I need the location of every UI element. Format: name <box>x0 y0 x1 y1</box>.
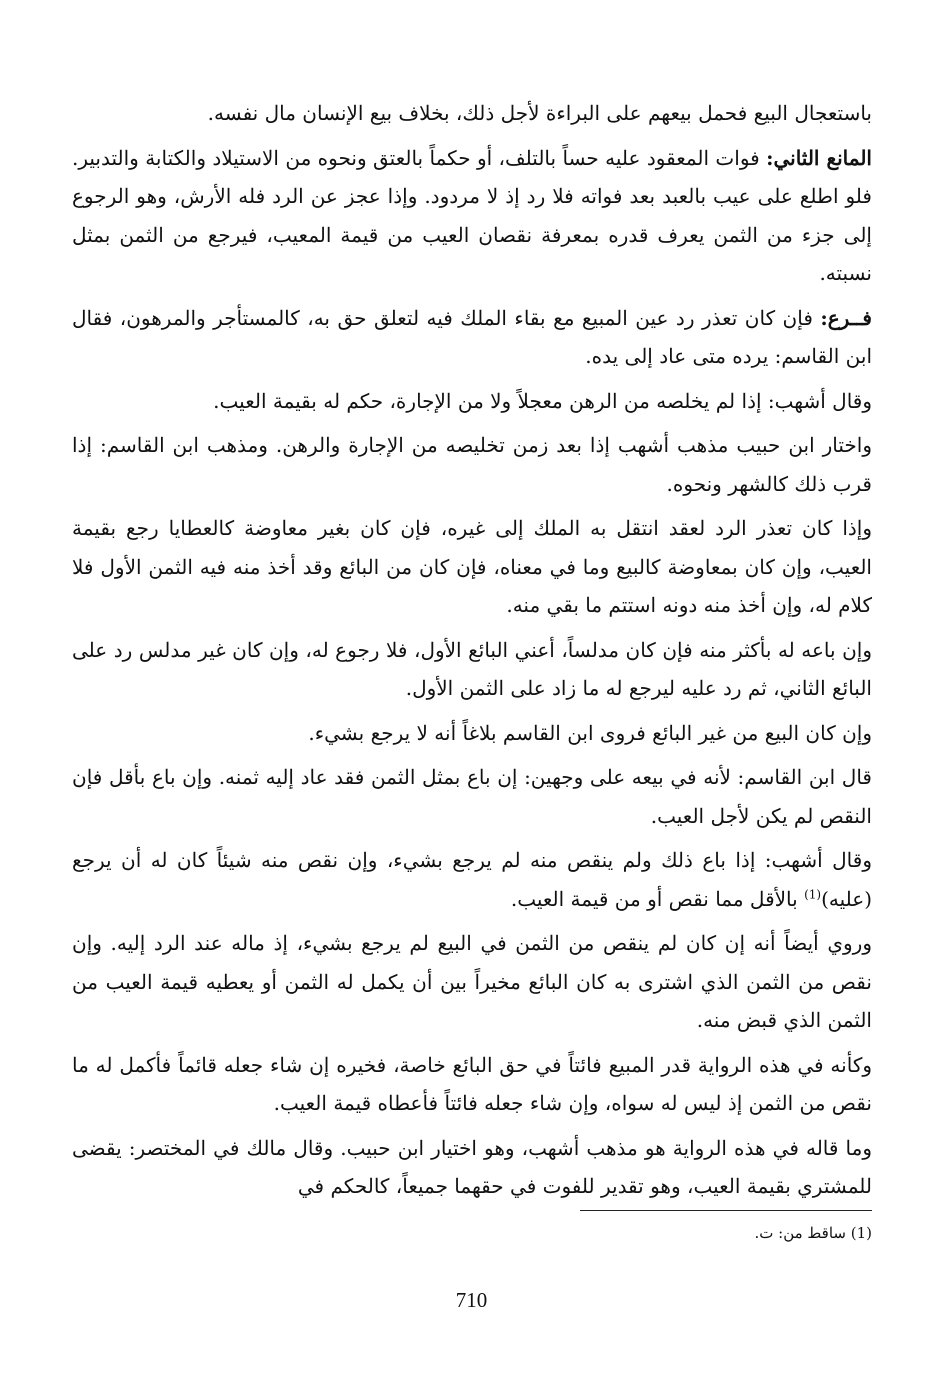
paragraph-text: باستعجال البيع فحمل بيعهم على البراءة لأجل ذلك، بخلاف بيع الإنسان مال نفسه. <box>207 101 872 125</box>
paragraph-text: وقال أشهب: إذا باع ذلك ولم ينقص منه لم يرجع بشيء، وإن نقص منه شيئاً كان له أن يرجع (عليه) <box>72 848 872 911</box>
paragraph-text: وإذا كان تعذر الرد لعقد انتقل به الملك إلى غيره، فإن كان بغير معاوضة كالعطايا رجع بقيمة العيب، وإن كان بمعاوضة كالبيع وما في معناه، فإن كان من البائع وقد أخذ منه فيه الثمن الأول فلا كلام له، وإن أخذ منه دونه استتم ما بقي منه. <box>72 516 872 617</box>
paragraph-6 <box>72 509 872 625</box>
footnote-marker: (1) <box>804 886 822 901</box>
paragraph-text: قال ابن القاسم: لأنه في بيعه على وجهين: إن باع بمثل الثمن فقد عاد إليه ثمنه. وإن باع بأقل فإن النقص لم يكن لأجل العيب. <box>72 765 872 828</box>
footnote-divider <box>580 1210 872 1211</box>
paragraph-2 <box>72 139 872 293</box>
paragraph-text: وروي أيضاً أنه إن كان لم ينقص من الثمن في البيع لم يرجع بشيء، إذ ماله عند الرد إليه. وإن نقص من الثمن الذي اشترى به كان البائع مخيراً بين أن يكمل له الثمن أو يعطيه قيمة العيب من الثمن الذي قبض منه. <box>72 931 872 1032</box>
paragraph-10 <box>72 841 872 918</box>
paragraph-text-tail: بالأقل مما نقص أو من قيمة العيب. <box>510 886 805 911</box>
paragraph-text: وكأنه في هذه الرواية قدر المبيع فائتاً في حق البائع خاصة، فخيره إن شاء جعله قائماً فأكمل له ما نقص من الثمن إذ ليس له سواه، وإن شاء جعله فائتاً فأعطاه قيمة العيب. <box>72 1052 872 1115</box>
paragraph-11 <box>72 924 872 1040</box>
paragraph-7 <box>72 631 872 708</box>
paragraph-5 <box>72 426 872 503</box>
paragraph-text: فوات المعقود عليه حساً بالتلف، أو حكماً بالعتق ونحوه من الاستيلاد والكتابة والتدبير. فلو اطلع على عيب بالعبد بعد فواته فلا رد إذ لا مردود. وإذا عجز عن الرد فله الأرش، وهو الرجوع إلى جزء من الثمن يعرف قدره بمعرفة نقصان العيب من قيمة المعيب، فيرجع من الثمن بمثل نسبته. <box>72 145 872 285</box>
footnote: (1) ساقط من: ت. <box>754 1224 872 1242</box>
paragraph-text: وقال أشهب: إذا لم يخلصه من الرهن معجلاً ولا من الإجارة، حكم له بقيمة العيب. <box>213 388 872 413</box>
paragraph-13 <box>72 1129 872 1206</box>
paragraph-text: وإن باعه له بأكثر منه فإن كان مدلساً، أعني البائع الأول، فلا رجوع له، وإن كان غير مدلس رد على البائع الثاني، ثم رد عليه ليرجع له ما زاد على الثمن الأول. <box>72 637 872 700</box>
page-number: 710 <box>455 1288 488 1312</box>
paragraph-9 <box>72 758 872 835</box>
paragraph-3 <box>72 299 872 376</box>
paragraph-text: فإن كان تعذر رد عين المبيع مع بقاء الملك فيه لتعلق حق به، كالمستأجر والمرهون، فقال ابن القاسم: يرده متى عاد إلى يده. <box>72 305 872 368</box>
paragraph-8 <box>72 714 872 753</box>
paragraph-4 <box>72 382 872 421</box>
paragraph-text: واختار ابن حبيب مذهب أشهب إذا بعد زمن تخليصه من الإجارة والرهن. ومذهب ابن القاسم: إذا قرب ذلك كالشهر ونحوه. <box>72 433 872 496</box>
paragraph-12 <box>72 1046 872 1123</box>
paragraph-heading: فــرع: <box>820 305 872 330</box>
body-text <box>72 94 872 1212</box>
paragraph-text: وإن كان البيع من غير البائع فروى ابن القاسم بلاغاً أنه لا يرجع بشيء. <box>308 720 872 745</box>
paragraph-1 <box>72 94 872 133</box>
paragraph-heading: المانع الثاني: <box>766 145 872 170</box>
paragraph-text: وما قاله في هذه الرواية هو مذهب أشهب، وهو اختيار ابن حبيب. وقال مالك في المختصر: يقضى للمشتري بقيمة العيب، وهو تقدير للفوت في حقهما جميعاً، كالحكم في <box>72 1135 872 1198</box>
